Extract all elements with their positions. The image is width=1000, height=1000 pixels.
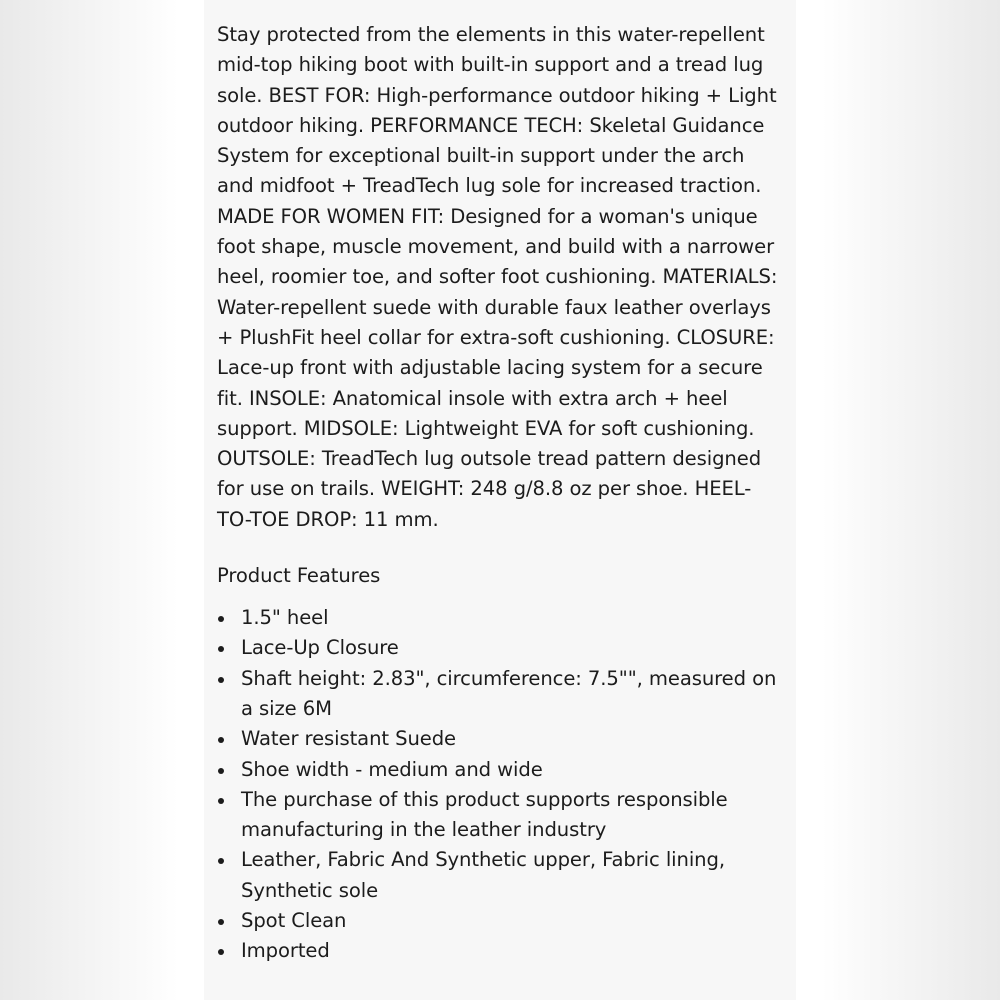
feature-item bbox=[217, 603, 784, 633]
feature-text: The purchase of this product supports responsible manufacturing in the leather industry bbox=[241, 787, 728, 842]
product-description: Stay protected from the elements in this water-repellent mid-top hiking boot with built-in support and a tread lug sole. BEST FOR: High-performance outdoor hiking + Light outdoor hiking. PERFORMANCE TECH: Skeletal Guidance System for exceptional built-in support under the arch and midfoot + TreadTech lug sole for increased traction. MADE FOR WOMEN FIT: Designed for a woman's unique foot shape, muscle movement, and build with a narrower heel, roomier toe, and softer foot cushioning. MATERIALS: Water-repellent suede with durable faux leather overlays + PlushFit heel collar for extra-soft cushioning. CLOSURE: Lace-up front with adjustable lacing system for a secure fit. INSOLE: Anatomical insole with extra arch + heel support. MIDSOLE: Lightweight EVA for soft cushioning. OUTSOLE: TreadTech lug outsole tread pattern designed for use on trails. WEIGHT: 248 g/8.8 oz per shoe. HEEL-TO-TOE DROP: 11 mm. bbox=[217, 23, 778, 531]
feature-text: 1.5" heel bbox=[241, 606, 329, 630]
product-details-panel bbox=[204, 0, 796, 1000]
product-features-heading: Product Features bbox=[217, 564, 381, 588]
feature-text: Shaft height: 2.83", circumference: 7.5"", measured on a size 6M bbox=[241, 666, 777, 720]
feature-text: Leather, Fabric And Synthetic upper, Fabric lining, Synthetic sole bbox=[241, 848, 725, 902]
feature-text: Water resistant Suede bbox=[241, 727, 457, 751]
feature-text: Imported bbox=[241, 939, 330, 963]
feature-item bbox=[217, 845, 784, 906]
bullet-icon bbox=[218, 768, 224, 774]
bullet-icon bbox=[218, 616, 224, 622]
feature-text: Spot Clean bbox=[241, 909, 347, 933]
feature-item bbox=[217, 936, 784, 966]
bullet-icon bbox=[218, 858, 224, 864]
feature-item bbox=[217, 906, 784, 936]
bullet-icon bbox=[218, 677, 224, 683]
bullet-icon bbox=[218, 949, 224, 955]
feature-text: Lace-Up Closure bbox=[241, 636, 399, 660]
feature-item bbox=[217, 755, 784, 785]
product-features-list bbox=[217, 603, 784, 967]
feature-item bbox=[217, 633, 784, 663]
bullet-icon bbox=[218, 646, 224, 652]
bullet-icon bbox=[218, 919, 224, 925]
feature-item bbox=[217, 724, 784, 754]
bullet-icon bbox=[218, 798, 224, 804]
bullet-icon bbox=[218, 737, 224, 743]
feature-item bbox=[217, 785, 784, 846]
feature-text: Shoe width - medium and wide bbox=[241, 757, 543, 781]
feature-item bbox=[217, 664, 784, 725]
